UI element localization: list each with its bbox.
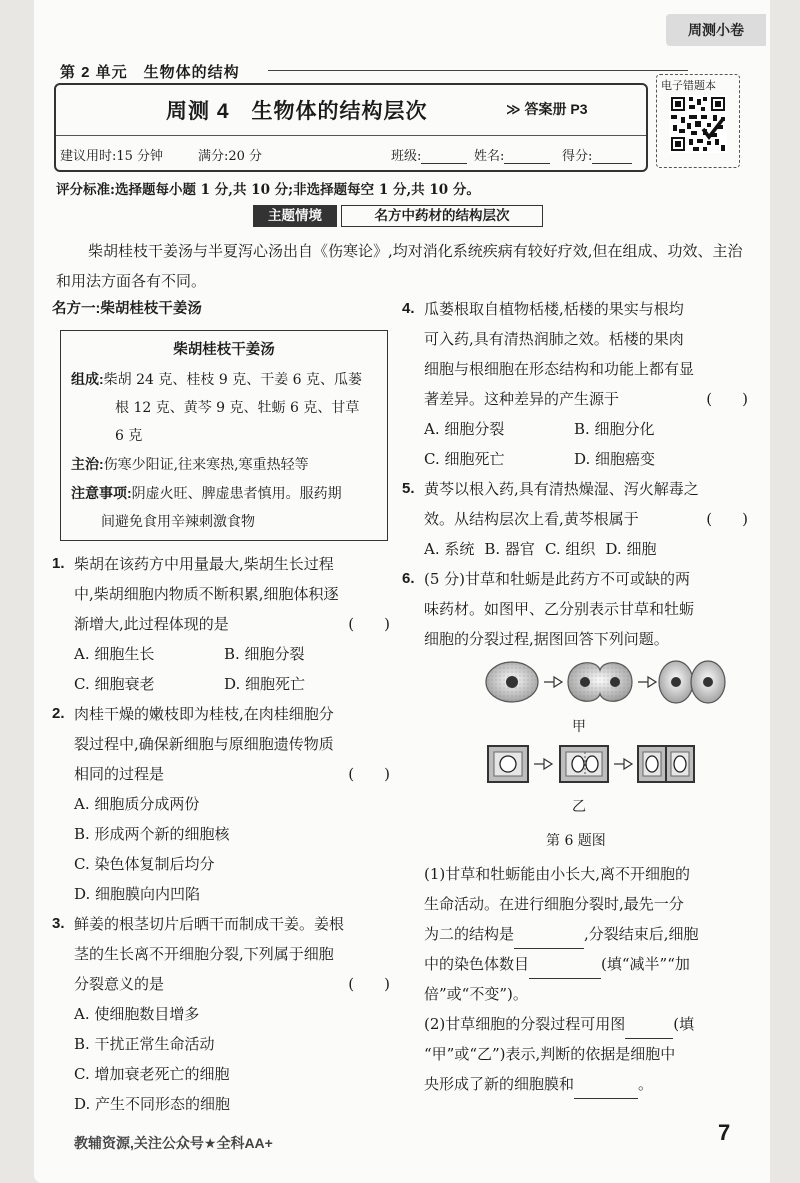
sub-question-line — [424, 1009, 748, 1039]
question-3 — [52, 909, 390, 999]
page-title: 周测 4 生物体的结构层次 — [166, 100, 428, 123]
composition-line-3: 6 克 — [115, 428, 143, 444]
option-b[interactable]: B. 干扰正常生命活动 — [74, 1035, 215, 1053]
question-number: 5. — [402, 480, 415, 497]
option-d[interactable]: D. 细胞膜向内凹陷 — [74, 885, 201, 903]
question-text: 著差异。这种差异的产生源于 — [424, 390, 620, 408]
question-text: 中,柴胡细胞内物质不断积累,细胞体积逐 — [74, 585, 339, 603]
answer-blank-1[interactable] — [514, 933, 584, 949]
qr-label: 电子错题本 — [661, 80, 716, 92]
sub-question-1 — [402, 859, 748, 1009]
question-4 — [402, 294, 748, 414]
formula-heading: 名方一:柴胡桂枝干姜汤 — [52, 301, 202, 317]
answer-paren[interactable]: ( ) — [348, 975, 390, 993]
answer-paren[interactable]: ( ) — [706, 390, 748, 408]
topic-name: 名方中药材的结构层次 — [341, 205, 543, 227]
class-blank[interactable] — [421, 149, 467, 164]
qr-code-icon[interactable] — [669, 95, 727, 153]
question-text: 效。从结构层次上看,黄芩根属于 — [424, 510, 639, 528]
page-number: 7 — [718, 1120, 731, 1145]
answer-paren[interactable]: ( ) — [706, 510, 748, 528]
plant-cell-1 — [488, 746, 528, 782]
question-text: 渐增大,此过程体现的是 — [74, 615, 229, 633]
answer-blank-3[interactable] — [625, 1023, 673, 1039]
sub-question-text: 央形成了新的细胞膜和 — [424, 1075, 575, 1093]
option-d[interactable]: D. 细胞 — [605, 540, 657, 558]
header-divider — [56, 135, 646, 136]
sub-question-text: 。 — [638, 1075, 654, 1093]
intro-paragraph: 柴胡桂枝干姜汤与半夏泻心汤出自《伤寒论》,均对消化系统疾病有较好疗效,但在组成、功效、主治和用法方面各有不同。 — [56, 242, 743, 290]
answer-reference: ≫ 答案册 P3 — [506, 101, 588, 117]
name-blank[interactable] — [504, 149, 550, 164]
quiz-header — [48, 58, 738, 170]
plant-cell-3 — [638, 746, 694, 782]
question-text: 分裂意义的是 — [74, 975, 165, 993]
suggested-time: 建议用时:15 分钟 — [60, 149, 164, 164]
topic-tag: 主题情境 — [253, 205, 337, 227]
option-d[interactable]: D. 细胞死亡 — [224, 675, 306, 693]
treatment-text: 伤寒少阳证,往来寒热,寒重热轻等 — [103, 457, 309, 473]
class-field — [391, 145, 467, 164]
option-b[interactable]: B. 器官 — [484, 540, 535, 558]
question-6 — [402, 564, 748, 654]
options-row — [402, 534, 748, 564]
composition-line-1: 柴胡 24 克、桂枝 9 克、干姜 6 克、瓜蒌 — [103, 372, 363, 388]
sub-question-text: (填“减半”“加 — [601, 955, 690, 973]
sub-question-text: ,分裂结束后,细胞 — [584, 925, 699, 943]
question-text: 相同的过程是 — [74, 765, 165, 783]
question-text: (5 分)甘草和牡蛎是此药方不可或缺的两 — [424, 570, 691, 588]
option-a[interactable]: A. 细胞质分成两份 — [74, 795, 200, 813]
notes-line-2: 间避免食用辛辣刺激食物 — [101, 514, 255, 530]
question-number: 6. — [402, 570, 415, 587]
question-number: 1. — [52, 555, 65, 572]
question-text: 黄芩以根入药,具有清热燥湿、泻火解毒之 — [424, 480, 699, 498]
plant-cell-2 — [560, 746, 608, 782]
footer-watermark: 教辅资源,关注公众号★全科AA+ — [74, 1135, 273, 1151]
notes-line-1: 阴虚火旺、脾虚患者慎用。服药期 — [131, 486, 342, 502]
question-text: 瓜蒌根取自植物栝楼,栝楼的果实与根均 — [424, 300, 684, 318]
animal-cell-1 — [486, 662, 538, 702]
composition-label: 组成: — [71, 371, 104, 387]
question-text: 鲜姜的根茎切片后晒干而制成干姜。姜根 — [74, 915, 345, 933]
question-text: 细胞与根细胞在形态结构和功能上都有显 — [424, 360, 695, 378]
figure-6 — [402, 654, 748, 859]
question-5 — [402, 474, 748, 534]
question-text-last — [74, 609, 390, 639]
answer-blank-4[interactable] — [574, 1083, 638, 1099]
option-d[interactable]: D. 产生不同形态的细胞 — [74, 1095, 231, 1113]
right-column — [402, 294, 748, 1099]
title-box — [54, 83, 648, 172]
option-a[interactable]: A. 使细胞数目增多 — [74, 1005, 200, 1023]
recipe-treatment — [71, 450, 377, 479]
sub-question-text: (2)甘草细胞的分裂过程可用图 — [424, 1015, 626, 1033]
name-label: 姓名: — [474, 149, 505, 164]
sub-question-text: 为二的结构是 — [424, 925, 515, 943]
question-text: 柴胡在该药方中用量最大,柴胡生长过程 — [74, 555, 334, 573]
recipe-box — [60, 330, 388, 541]
animal-cell-3 — [659, 661, 725, 703]
question-text: 味药材。如图甲、乙分别表示甘草和牡蛎 — [424, 600, 695, 618]
options-row — [402, 414, 748, 444]
arrow-icon — [638, 677, 656, 687]
question-2 — [52, 699, 390, 789]
animal-cell-2 — [568, 663, 632, 702]
class-label: 班级: — [391, 149, 422, 164]
full-score: 满分:20 分 — [198, 149, 263, 164]
sub-question-text: 倍”或“不变”)。 — [424, 985, 528, 1003]
options-row — [52, 639, 390, 669]
question-number: 3. — [52, 915, 65, 932]
sub-question-text: “甲”或“乙”)表示,判断的依据是细胞中 — [424, 1045, 676, 1063]
header-rule — [268, 70, 688, 71]
sub-question-line — [424, 1069, 748, 1099]
option-c[interactable]: C. 细胞衰老 — [74, 675, 155, 693]
figure-caption: 第 6 题图 — [546, 833, 606, 849]
option-c[interactable]: C. 组织 — [544, 540, 596, 558]
option-b[interactable]: B. 细胞分裂 — [224, 645, 305, 663]
name-field — [474, 145, 550, 164]
option-b[interactable]: B. 形成两个新的细胞核 — [74, 825, 230, 843]
score-blank[interactable] — [592, 149, 632, 164]
option-a[interactable]: A. 系统 — [424, 540, 475, 558]
sub-question-text: (填 — [673, 1015, 695, 1033]
question-text-last — [74, 969, 390, 999]
question-text: 细胞的分裂过程,据图回答下列问题。 — [424, 630, 669, 648]
question-number: 2. — [52, 705, 65, 722]
arrow-icon — [614, 759, 632, 769]
options-row — [402, 444, 748, 474]
options-row — [52, 669, 390, 699]
option-c[interactable]: C. 细胞死亡 — [424, 450, 505, 468]
option-b[interactable]: B. 细胞分化 — [574, 420, 655, 438]
question-text-last — [74, 759, 390, 789]
question-text: 肉桂干燥的嫩枝即为桂枝,在肉桂细胞分 — [74, 705, 334, 723]
question-text-last — [424, 504, 748, 534]
recipe-notes — [71, 479, 377, 508]
sub-question-text: 生命活动。在进行细胞分裂时,最先一分 — [424, 895, 684, 913]
recipe-composition — [71, 365, 377, 394]
sub-question-text: 中的染色体数目 — [424, 955, 530, 973]
option-a[interactable]: A. 细胞生长 — [74, 645, 155, 663]
question-text-last — [424, 384, 748, 414]
left-column — [52, 294, 390, 1119]
score-field — [562, 145, 632, 164]
arrow-icon — [534, 759, 552, 769]
treatment-label: 主治: — [71, 456, 104, 472]
option-c[interactable]: C. 增加衰老死亡的细胞 — [74, 1065, 230, 1083]
recipe-title: 柴胡桂枝干姜汤 — [173, 342, 275, 358]
sub-question-line — [424, 919, 748, 949]
question-text: 可入药,具有清热润肺之效。栝楼的果肉 — [424, 330, 684, 348]
error-notebook-box[interactable] — [656, 74, 740, 168]
composition-line-2: 根 12 克、黄芩 9 克、牡蛎 6 克、甘草 — [115, 400, 360, 416]
notes-label: 注意事项: — [71, 485, 132, 501]
option-c[interactable]: C. 染色体复制后均分 — [74, 855, 215, 873]
answer-blank-2[interactable] — [529, 963, 601, 979]
figure-label-b: 乙 — [572, 799, 586, 815]
answer-paren[interactable]: ( ) — [348, 765, 390, 783]
scoring-standard: 评分标准:选择题每小题 1 分,共 10 分;非选择题每空 1 分,共 10 分。 — [56, 182, 480, 198]
figure-label-a: 甲 — [572, 719, 586, 735]
arrow-icon — [544, 677, 562, 687]
question-text: 裂过程中,确保新细胞与原细胞遗传物质 — [74, 735, 334, 753]
section-tab: 周测小卷 — [666, 14, 766, 46]
unit-label: 第 2 单元 生物体的结构 — [60, 64, 240, 81]
question-text: 茎的生长离不开细胞分裂,下列属于细胞 — [74, 945, 334, 963]
score-label: 得分: — [562, 149, 593, 164]
sub-question-line — [424, 949, 748, 979]
question-number: 4. — [402, 300, 415, 317]
sub-question-text: (1)甘草和牡蛎能由小长大,离不开细胞的 — [424, 865, 691, 883]
option-d[interactable]: D. 细胞癌变 — [574, 450, 656, 468]
question-1 — [52, 549, 390, 639]
sub-question-2 — [402, 1009, 748, 1099]
option-a[interactable]: A. 细胞分裂 — [424, 420, 505, 438]
answer-paren[interactable]: ( ) — [348, 615, 390, 633]
